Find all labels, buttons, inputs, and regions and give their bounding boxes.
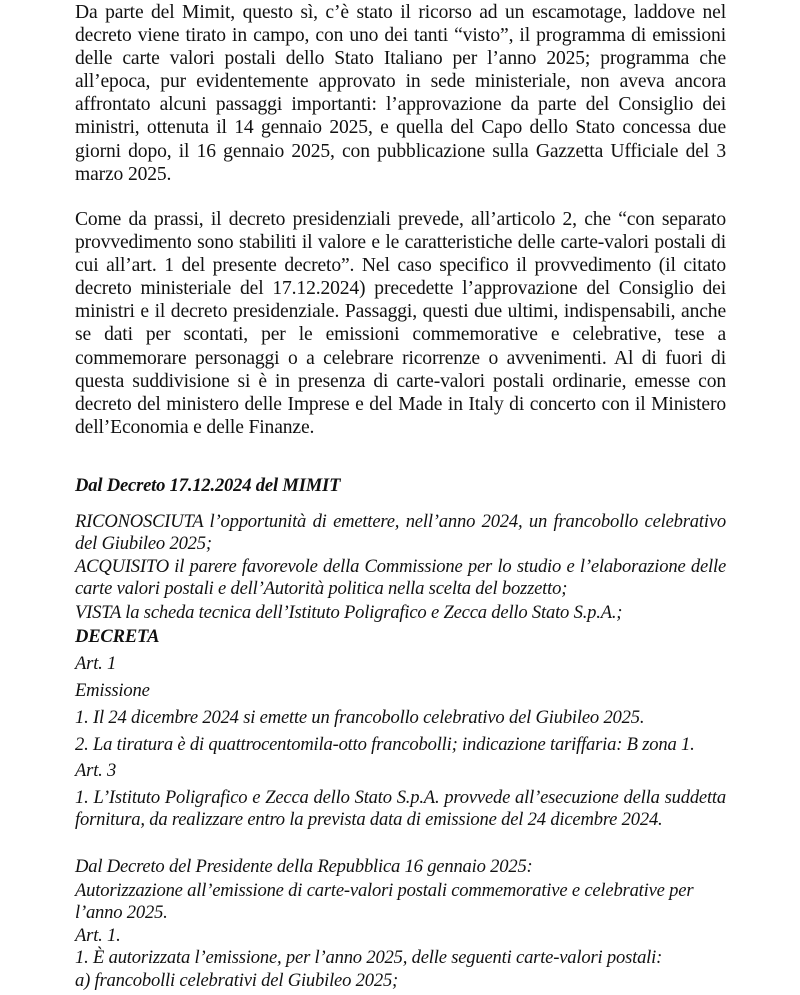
decree-art3-title: Art. 3	[75, 760, 117, 781]
decree-riconosciuta: RICONOSCIUTA l’opportunità di emettere, nell’anno 2024, un francobollo celebrativo del Giubileo 2025;	[75, 511, 726, 554]
decree-acquisito: ACQUISITO il parere favorevole della Commissione per lo studio e l’elaborazione delle carte valori postali e dell’Autorità politica nella scelta del bozzetto;	[75, 556, 726, 599]
decree-art3-item1: 1. L’Istituto Poligrafico e Zecca dello Stato S.p.A. provvede all’esecuzione della suddetta fornitura, da realizzare entro la prevista data di emissione del 24 dicembre 2024.	[75, 787, 726, 830]
presidential-decree-subtitle: Autorizzazione all’emissione di carte-valori postali commemorative e celebrative per l’anno 2025.	[75, 880, 694, 923]
body-paragraph-2: Come da prassi, il decreto presidenziali prevede, all’articolo 2, che “con separato provvedimento sono stabiliti il valore e le caratteristiche delle carte-valori postali di cui all’art. 1 del presente decreto”. Nel caso specifico il provvedimento (il citato decreto ministeriale del 17.12.2024) precedette l’approvazione del Consiglio dei ministri e il decreto presidenziale. Passaggi, questi due ultimi, indispensabili, anche se dati per scontati, per le emissioni commemorative e celebrative, tese a commemorare personaggi o a celebrare ricorrenze o avvenimenti. Al di fuori di questa suddivisione si è in presenza di carte-valori postali ordinarie, emesse con decreto del ministero delle Imprese e del Made in Italy di concerto con il Ministero dell’Economia e delle Finanze.	[75, 209, 726, 438]
body-paragraph-1: Da parte del Mimit, questo sì, c’è stato il ricorso ad un escamotage, laddove nel decreto viene tirato in campo, con uno dei tanti “visto”, il programma di emissioni delle carte valori postali dello Stato Italiano per l’anno 2025; programma che all’epoca, pur evidentemente approvato in sede ministeriale, non aveva ancora affrontato alcuni passaggi importanti: l’approvazione da parte del Consiglio dei ministri, ottenuta il 14 gennaio 2025, e quella del Capo dello Stato concessa due giorni dopo, il 16 gennaio 2025, con pubblicazione sulla Gazzetta Ufficiale del 3 marzo 2025.	[75, 2, 726, 185]
decree-art1-item1: 1. Il 24 dicembre 2024 si emette un francobollo celebrativo del Giubileo 2025.	[75, 707, 645, 728]
decree-art1-subtitle: Emissione	[75, 680, 150, 701]
decree-art1-title: Art. 1	[75, 653, 117, 674]
decree-vista: VISTA la scheda tecnica dell’Istituto Poligrafico e Zecca dello Stato S.p.A.;	[75, 602, 623, 623]
decree-heading: Dal Decreto 17.12.2024 del MIMIT	[75, 475, 341, 496]
decree-art1-item2: 2. La tiratura è di quattrocentomila-otto francobolli; indicazione tariffaria: B zona 1.	[75, 734, 695, 755]
presidential-decree-art1-item1-a: a) francobolli celebrativi del Giubileo 2025;	[75, 970, 399, 991]
decree-decreta: DECRETA	[75, 626, 160, 647]
presidential-decree-art1-item1: 1. È autorizzata l’emissione, per l’anno 2025, delle seguenti carte-valori postali:	[75, 947, 663, 968]
presidential-decree-art1-title: Art. 1.	[75, 925, 121, 946]
presidential-decree-heading: Dal Decreto del Presidente della Repubblica 16 gennaio 2025:	[75, 856, 533, 877]
